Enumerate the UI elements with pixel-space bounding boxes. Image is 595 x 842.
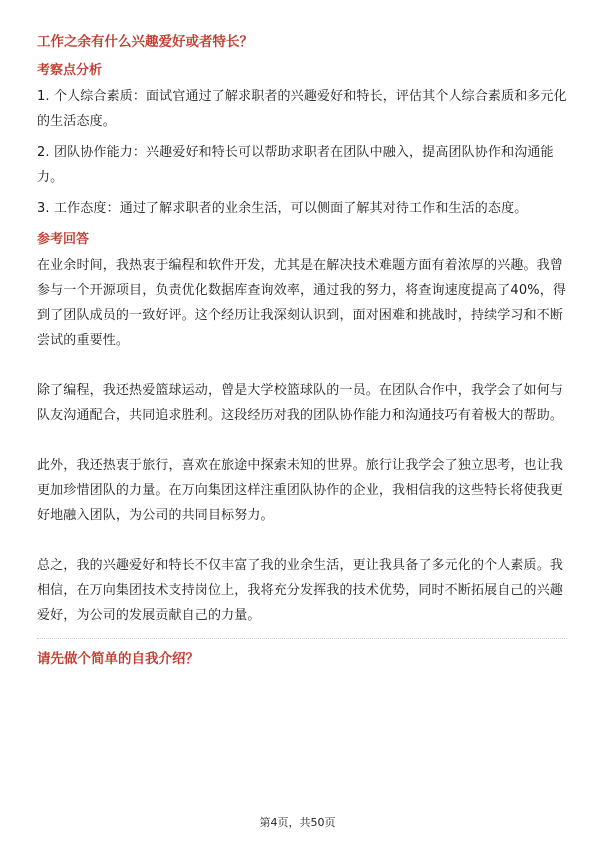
answer-paragraph: 除了编程，我还热爱篮球运动，曾是大学校篮球队的一员。在团队合作中，我学会了如何与队友沟通配合，共同追求胜利。这段经历对我的团队协作能力和沟通技巧有着极大的帮助。	[37, 383, 564, 423]
analysis-title: 考察点分析	[37, 63, 103, 78]
next-question-heading: 请先做个简单的自我介绍？	[37, 651, 199, 667]
section-divider	[37, 638, 567, 639]
page-number: 第4页，共50页	[259, 816, 336, 829]
analysis-item: 2. 团队协作能力：兴趣爱好和特长可以帮助求职者在团队中融入，提高团队协作和沟通能力。	[37, 145, 554, 185]
page-content	[37, 32, 567, 669]
analysis-item: 3. 工作态度：通过了解求职者的业余生活，可以侧面了解其对待工作和生活的态度。	[37, 201, 528, 216]
answer-paragraph: 此外，我还热衷于旅行，喜欢在旅途中探索未知的世界。旅行让我学会了独立思考，也让我更加珍惜团队的力量。在万向集团这样注重团队协作的企业，我相信我的这些特长将使我更好地融入团队，为公司的共同目标努力。	[37, 458, 564, 523]
answer-title: 参考回答	[37, 232, 90, 247]
analysis-item: 1. 个人综合素质：面试官通过了解求职者的兴趣爱好和特长，评估其个人综合素质和多元化的生活态度。	[37, 89, 567, 129]
question-heading: 工作之余有什么兴趣爱好或者特长？	[37, 34, 253, 50]
analysis-section	[37, 62, 567, 221]
answer-paragraph: 在业余时间，我热衷于编程和软件开发，尤其是在解决技术难题方面有着浓厚的兴趣。我曾参与一个开源项目，负责优化数据库查询效率，通过我的努力，将查询速度提高了40%，得到了团队成员的一致好评。这个经历让我深刻认识到，面对困难和挑战时，持续学习和不断尝试的重要性。	[37, 258, 567, 348]
answer-section	[37, 231, 567, 628]
answer-paragraph: 总之，我的兴趣爱好和特长不仅丰富了我的业余生活，更让我具备了多元化的个人素质。我相信，在万向集团技术支持岗位上，我将充分发挥我的技术优势，同时不断拓展自己的兴趣爱好，为公司的发展贡献自己的力量。	[37, 558, 564, 623]
